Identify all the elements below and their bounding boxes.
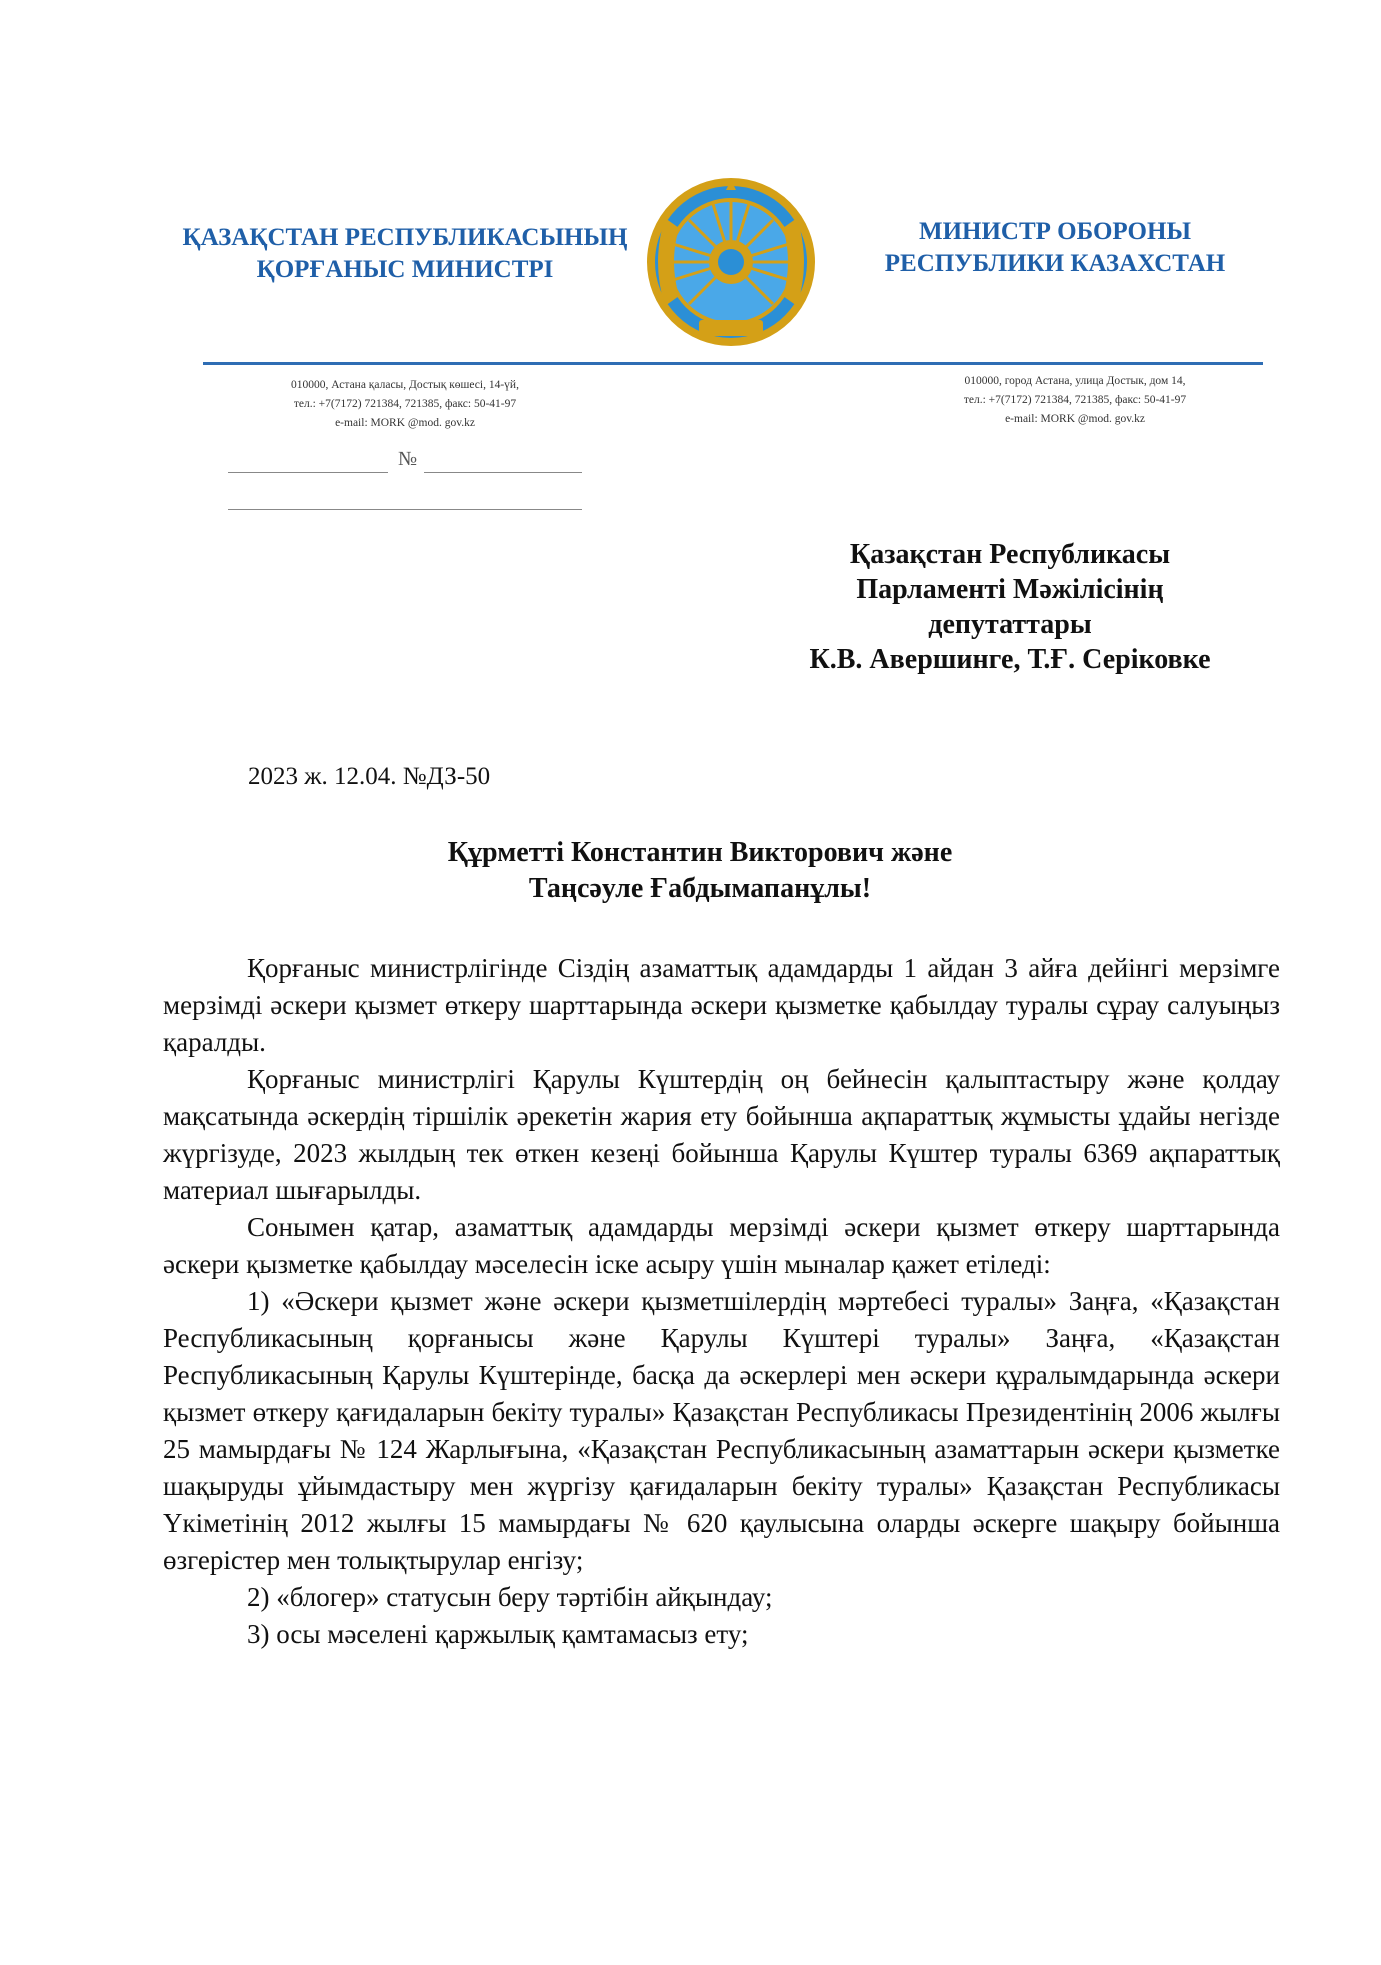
recipient-line: К.В. Авершинге, Т.Ғ. Серіковке: [809, 644, 1211, 675]
address-russian: [910, 372, 1240, 429]
list-item: 3) осы мәселені қаржылық қамтамасыз ету;: [247, 1619, 749, 1649]
letter-body: [163, 950, 1280, 1653]
salutation: [200, 835, 1200, 907]
body-paragraph: Қорғаныс министрлігі Қарулы Күштердің оң бейнесін қалыптастыру және қолдау мақсатында әскердің тіршілік әрекетін жария ету бойынша ақпараттық жұмысты ұдайы негізде жүргізуде, 2023 жылдың тек өткен кезеңі бойынша Қарулы Күштер туралы 6369 ақпараттық материал шығарылды.: [163, 1064, 1280, 1205]
registration-line-2: [424, 472, 582, 473]
body-paragraph: Сонымен қатар, азаматтық адамдарды мерзімді әскери қызмет өткеру шарттарында әскери қызметке қабылдау мәселесін іске асыру үшін мыналар қажет етіледі:: [163, 1212, 1280, 1279]
ministry-title-russian: [875, 216, 1235, 280]
salutation-line: Таңсәуле Ғабдымапанұлы!: [528, 873, 872, 904]
salutation-line: Құрметті Константин Викторович және: [447, 837, 953, 868]
ministry-title-kazakh: [170, 222, 640, 286]
recipient-block: [740, 537, 1280, 677]
state-emblem-icon: [643, 178, 819, 346]
list-item: 2) «блогер» статусын беру тәртібін айқындау;: [247, 1582, 773, 1612]
address-kazakh-line2: тел.: +7(7172) 721384, 721385, факс: 50-41-97: [293, 398, 517, 410]
address-kazakh: [240, 376, 570, 433]
registration-line-1: [228, 472, 388, 473]
address-russian-line3: e-mail: MORK @mod. gov.kz: [1005, 413, 1145, 425]
ministry-title-russian-line1: МИНИСТР ОБОРОНЫ: [919, 218, 1191, 245]
address-russian-line1: 010000, город Астана, улица Достык, дом 14,: [964, 375, 1186, 387]
address-kazakh-line3: e-mail: MORK @mod. gov.kz: [335, 417, 475, 429]
ministry-title-kazakh-line2: ҚОРҒАНЫС МИНИСТРІ: [256, 256, 554, 283]
recipient-line: Парламенті Мәжілісінің: [856, 574, 1164, 605]
registration-number-label: №: [398, 448, 418, 470]
ministry-title-russian-line2: РЕСПУБЛИКИ КАЗАХСТАН: [884, 250, 1226, 277]
letterhead-rule: [203, 362, 1263, 365]
document-reference: 2023 ж. 12.04. №ДЗ-50: [248, 763, 491, 790]
body-paragraph: Қорғаныс министрлігінде Сіздің азаматтық адамдарды 1 айдан 3 айға дейінгі мерзімге мерзімді әскери қызмет өткеру шарттарында әскери қызметке қабылдау туралы сұрау салуыңыз қаралды.: [163, 953, 1280, 1057]
ministry-title-kazakh-line1: ҚАЗАҚСТАН РЕСПУБЛИКАСЫНЫҢ: [182, 224, 628, 251]
address-russian-line2: тел.: +7(7172) 721384, 721385, факс: 50-41-97: [963, 394, 1187, 406]
address-kazakh-line1: 010000, Астана қаласы, Достық көшесі, 14-үй,: [291, 379, 519, 391]
recipient-line: депутаттары: [928, 609, 1092, 640]
list-item: 1) «Әскери қызмет және әскери қызметшілердің мәртебесі туралы» Заңға, «Қазақстан Республикасының қорғанысы және Қарулы Күштері туралы» Заңға, «Қазақстан Республикасының Қарулы Күштерінде, басқа да әскерлері мен әскери құралымдарында әскери қызмет өткеру қағидаларын бекіту туралы» Қазақстан Республикасы Президентінің 2006 жылғы 25 мамырдағы № 124 Жарлығына, «Қазақстан Республикасының азаматтарын әскери қызметке шақыруды ұйымдастыру мен жүргізу қағидаларын бекіту туралы» Қазақстан Республикасы Үкіметінің 2012 жылғы 15 мамырдағы № 620 қаулысына оларды әскерге шақыру бойынша өзгерістер мен толықтырулар енгізу;: [163, 1286, 1280, 1575]
registration-line-3: [228, 509, 582, 510]
recipient-line: Қазақстан Республикасы: [849, 539, 1171, 570]
